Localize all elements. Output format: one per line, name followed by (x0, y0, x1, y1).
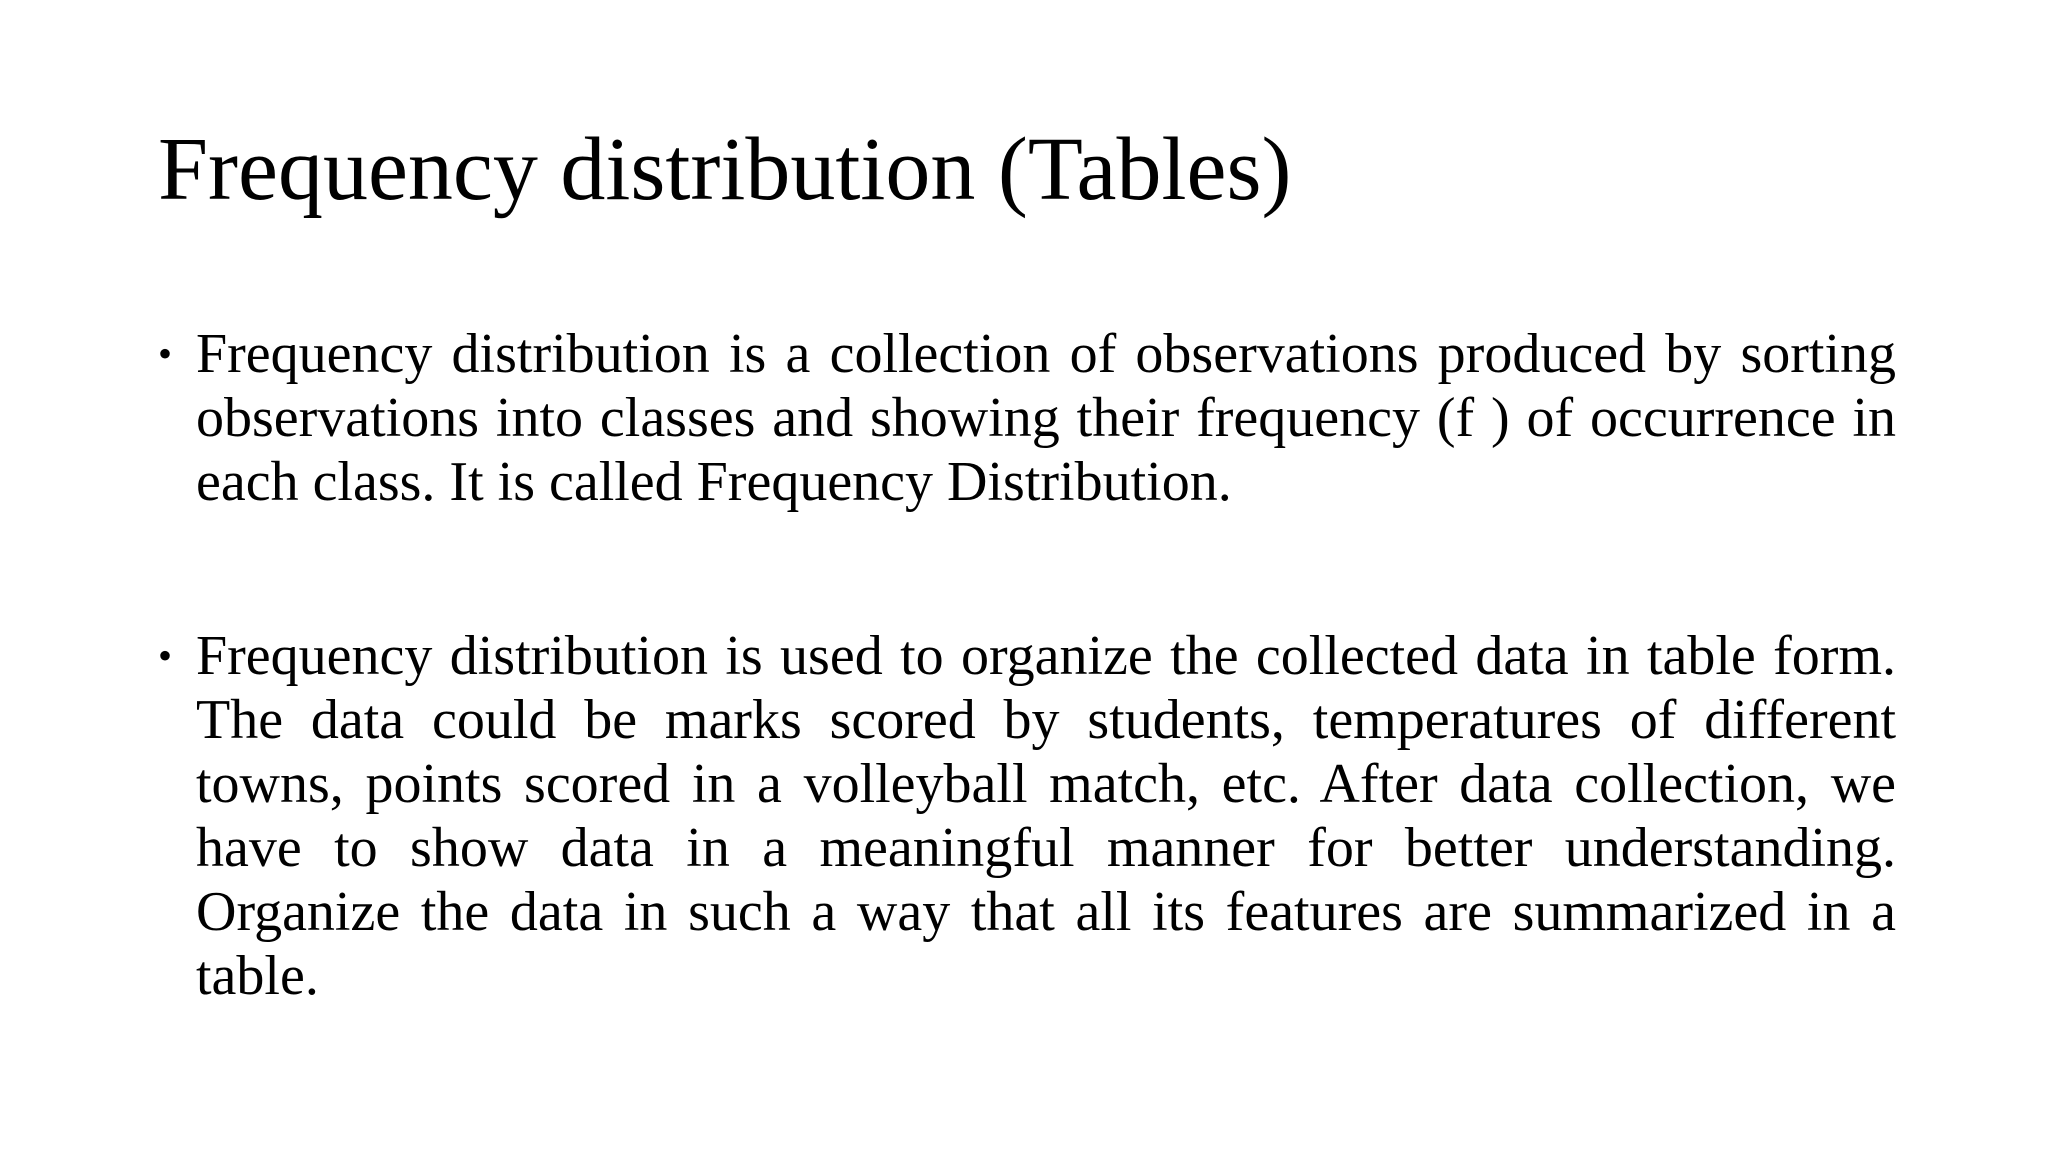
bullet-list (158, 322, 1896, 1008)
bullet-dot-icon: • (158, 633, 173, 678)
slide-title: Frequency distribution (Tables) (158, 120, 1292, 219)
bullet-dot-icon: • (158, 331, 173, 376)
bullet-text: Frequency distribution is a collection of observations produced by sorting observations into classes and showing their frequency (f ) of occurrence in each class. It is called Frequency Distribution. (196, 323, 1896, 513)
bullet-item (158, 624, 1896, 1008)
bullet-text: Frequency distribution is used to organize the collected data in table form. The data could be marks scored by students, temperatures of different towns, points scored in a volleyball match, etc. After data collection, we have to show data in a meaningful manner for better understanding. Organize the data in such a way that all its features are summarized in a table. (196, 625, 1896, 1007)
bullet-item (158, 322, 1896, 514)
